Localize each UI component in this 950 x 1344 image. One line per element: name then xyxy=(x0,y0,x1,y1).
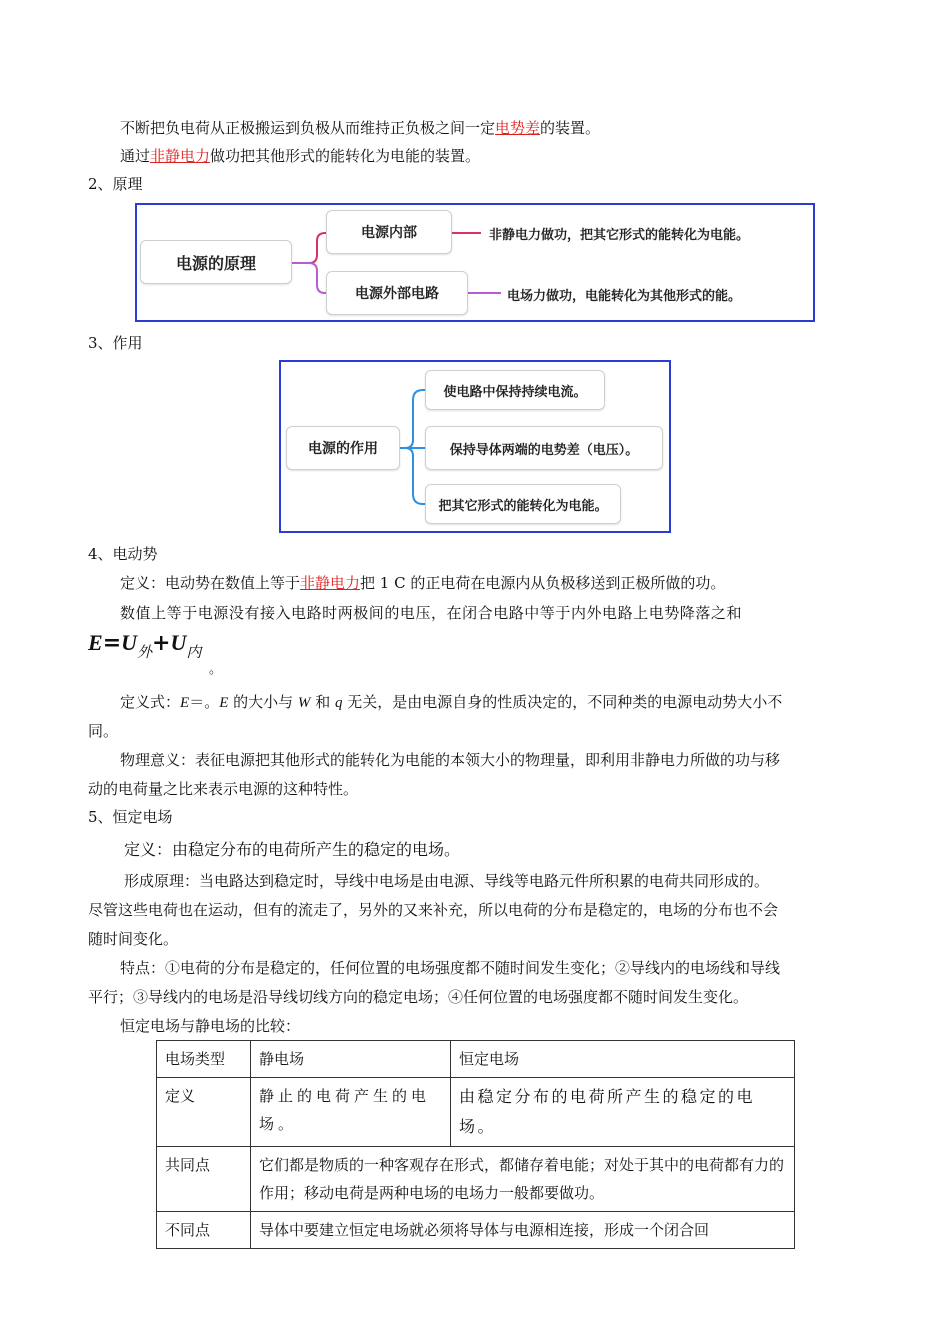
principle-branch-inside: 电源内部 xyxy=(326,210,452,254)
principle-mindmap-frame xyxy=(135,203,815,322)
text: 定义式： xyxy=(120,693,181,711)
principle-inside-desc: 非静电力做功，把其它形式的能转化为电能。 xyxy=(489,228,750,243)
function-item-3: 把其它形式的能转化为电能。 xyxy=(425,484,621,524)
function-item-1: 使电路中保持持续电流。 xyxy=(425,370,605,410)
function-item-2: 保持导体两端的电势差（电压）。 xyxy=(425,426,663,470)
text: 和 xyxy=(310,693,335,711)
emf-meaning-line-2: 动的电荷量之比来表示电源的这种特性。 xyxy=(88,780,359,798)
function-root-node: 电源的作用 xyxy=(286,426,400,470)
intro-line-2 xyxy=(120,142,480,171)
table-cell: 由稳定分布的电荷所产生的稳定的电场。 xyxy=(451,1078,795,1147)
term-non-electrostatic-force: 非静电力 xyxy=(150,147,211,165)
table-header-cell: 电场类型 xyxy=(157,1041,251,1078)
table-cell: 定义 xyxy=(157,1078,251,1147)
principle-branch-outside: 电源外部电路 xyxy=(326,271,468,315)
table-cell: 导体中要建立恒定电场就必须将导体与电源相连接，形成一个闭合回 xyxy=(251,1212,795,1249)
emf-defining-formula xyxy=(120,688,782,718)
table-header-cell: 静电场 xyxy=(251,1041,451,1078)
steady-field-formation-1: 形成原理：当电路达到稳定时，导线中电场是由电源、导线等电路元件所积累的电荷共同形成的。 xyxy=(124,872,770,890)
emf-definition xyxy=(120,569,725,598)
formula-period: 。 xyxy=(209,662,223,677)
emf-defining-formula-cont: 同。 xyxy=(88,722,119,740)
intro-text: 通过 xyxy=(120,147,151,165)
symbol-E: E xyxy=(219,695,229,711)
principle-outside-desc: 电场力做功，电能转化为其他形式的能。 xyxy=(507,289,742,304)
formula-subscript-outer: 外 xyxy=(137,643,153,661)
section-heading-steady-field: 5、恒定电场 xyxy=(88,808,173,826)
symbol-q: q xyxy=(334,695,343,711)
section-heading-principle: 2、原理 xyxy=(88,175,143,193)
emf-meaning-line-1: 物理意义：表征电源把其他形式的能转化为电能的本领大小的物理量，即利用非静电力所做的功与移 xyxy=(120,751,781,769)
steady-field-formation-3: 随时间变化。 xyxy=(88,930,179,948)
emf-value-line: 数值上等于电源没有接入电路时两极间的电压，在闭合电路中等于内外电路上电势降落之和 xyxy=(120,604,743,622)
steady-field-features-1: 特点：①电荷的分布是稳定的，任何位置的电场强度都不随时间发生变化；②导线内的电场线和导线 xyxy=(120,959,781,977)
symbol-E: E xyxy=(180,695,190,711)
comparison-title: 恒定电场与静电场的比较： xyxy=(120,1017,301,1035)
comparison-table xyxy=(156,1040,795,1249)
table-cell: 它们都是物质的一种客观存在形式，都储存着电能；对处于其中的电荷都有力的作用；移动电荷是两种电场的电场力一般都要做功。 xyxy=(251,1147,795,1212)
table-cell: 不同点 xyxy=(157,1212,251,1249)
steady-field-definition: 定义：由稳定分布的电荷所产生的稳定的电场。 xyxy=(124,840,461,859)
table-cell: 共同点 xyxy=(157,1147,251,1212)
symbol-W: W xyxy=(297,695,311,711)
formula-plus: + xyxy=(152,630,171,656)
text: 的大小与 xyxy=(228,693,298,711)
emf-formula xyxy=(88,628,201,660)
intro-text: 的装置。 xyxy=(540,119,601,137)
table-cell: 静止的电荷产生的电场。 xyxy=(251,1078,451,1147)
steady-field-formation-2: 尽管这些电荷也在运动，但有的流走了，另外的又来补充，所以电荷的分布是稳定的，电场的分布也不会 xyxy=(88,901,779,919)
section-heading-emf: 4、电动势 xyxy=(88,545,158,563)
emf-def-text: 定义：电动势在数值上等于 xyxy=(120,574,301,592)
table-header-cell: 恒定电场 xyxy=(451,1041,795,1078)
section-heading-function: 3、作用 xyxy=(88,334,143,352)
text: 无关，是由电源自身的性质决定的，不同种类的电源电动势大小不 xyxy=(342,693,783,711)
term-non-electrostatic-force: 非静电力 xyxy=(300,574,361,592)
table-row xyxy=(157,1078,795,1147)
formula-subscript-inner: 内 xyxy=(186,643,202,661)
intro-line-1 xyxy=(120,114,600,143)
intro-text: 做功把其他形式的能转化为电能的装置。 xyxy=(210,147,481,165)
steady-field-features-2: 平行；③导线内的电场是沿导线切线方向的稳定电场；④任何位置的电场强度都不随时间发生变化。 xyxy=(88,988,749,1006)
text: ＝。 xyxy=(189,693,220,711)
formula-equals: = xyxy=(102,630,122,656)
principle-root-node: 电源的原理 xyxy=(140,240,292,284)
table-header-row xyxy=(157,1041,795,1078)
term-potential-difference: 电势差 xyxy=(495,119,541,137)
function-mindmap-frame xyxy=(279,360,671,533)
formula-symbol-E: E xyxy=(88,630,103,655)
table-row xyxy=(157,1212,795,1249)
intro-text: 不断把负电荷从正极搬运到负极从而维持正负极之间一定 xyxy=(120,119,496,137)
emf-def-text: 把 1 C 的正电荷在电源内从负极移送到正极所做的功。 xyxy=(360,574,726,592)
table-row xyxy=(157,1147,795,1212)
formula-symbol-U: U xyxy=(121,630,138,655)
formula-symbol-U: U xyxy=(170,630,187,655)
